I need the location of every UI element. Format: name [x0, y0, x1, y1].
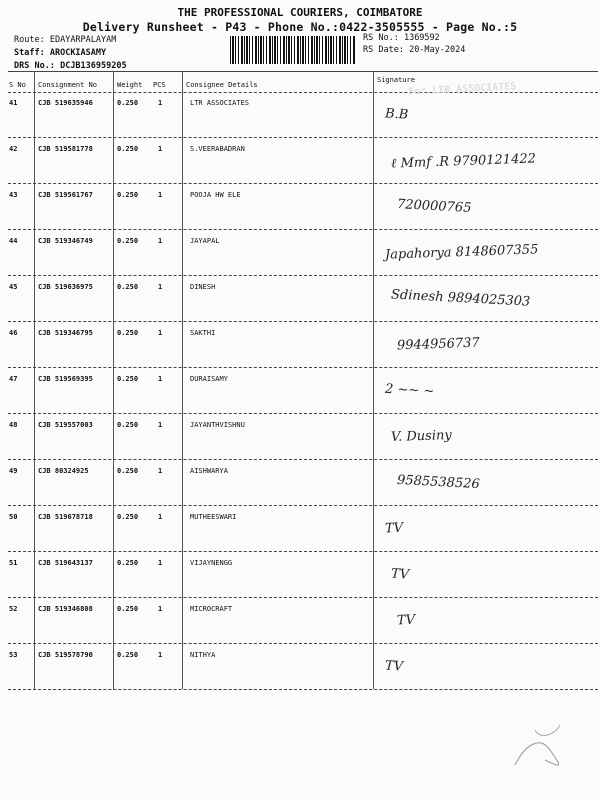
- row-divider: [8, 459, 598, 460]
- row-consignment-no: CJB 519635946: [38, 99, 93, 107]
- rs-no-label: RS No.:: [363, 33, 399, 43]
- drs-label: DRS No.:: [14, 61, 55, 71]
- row-consignment-no: CJB 519578790: [38, 651, 93, 659]
- row-consignment-no: CJB 519557003: [38, 421, 93, 429]
- row-pcs: 1: [158, 559, 163, 567]
- row-pcs: 1: [158, 375, 163, 383]
- row-signature: 2 ~~ ~: [384, 381, 435, 400]
- company-stamp: For LTR ASSOCIATES: [407, 81, 517, 98]
- row-weight: 0.250: [117, 467, 139, 475]
- row-consignee: MUTHEESWARI: [190, 513, 237, 521]
- rs-no-value: 1369592: [403, 33, 440, 43]
- col-header-pcs: PCS: [153, 81, 166, 89]
- row-consignment-no: CJB 519643137: [38, 559, 93, 567]
- barcode: [230, 36, 355, 64]
- row-sno: 50: [9, 513, 18, 521]
- row-pcs: 1: [158, 145, 163, 153]
- staff-label: Staff:: [14, 48, 45, 58]
- row-consignment-no: CJB 519346808: [38, 605, 93, 613]
- scribble-mark: [505, 715, 575, 775]
- row-divider: [8, 321, 598, 322]
- row-pcs: 1: [158, 421, 163, 429]
- row-pcs: 1: [158, 605, 163, 613]
- row-weight: 0.250: [117, 191, 139, 199]
- row-weight: 0.250: [117, 99, 139, 107]
- row-consignee: NITHYA: [190, 651, 216, 659]
- row-consignment-no: CJB 519561767: [38, 191, 93, 199]
- row-sno: 43: [9, 191, 18, 199]
- row-weight: 0.250: [117, 329, 139, 337]
- row-divider: [8, 505, 598, 506]
- row-sno: 48: [9, 421, 18, 429]
- staff-value: AROCKIASAMY: [49, 48, 107, 58]
- row-consignment-no: CJB 80324925: [38, 467, 89, 475]
- row-consignee: MICROCRAFT: [190, 605, 233, 613]
- row-weight: 0.250: [117, 237, 139, 245]
- row-signature: TV: [384, 658, 404, 675]
- row-signature: B.B: [384, 106, 409, 123]
- row-pcs: 1: [158, 467, 163, 475]
- row-weight: 0.250: [117, 375, 139, 383]
- row-consignee: VIJAYNENGG: [190, 559, 233, 567]
- col-header-weight: Weight: [117, 81, 143, 89]
- row-sno: 53: [9, 651, 18, 659]
- runsheet-subtitle: Delivery Runsheet - P43 - Phone No.:0422-3505555 - Page No.:5: [82, 20, 518, 34]
- drs-row: [14, 61, 127, 71]
- route-row: [14, 35, 116, 45]
- row-sno: 41: [9, 99, 18, 107]
- row-consignee: DURAISAMY: [190, 375, 228, 383]
- staff-row: [14, 48, 106, 58]
- row-consignee: JAYANTHVISHNU: [190, 421, 245, 429]
- table-top-border: [8, 71, 598, 72]
- row-weight: 0.250: [117, 559, 139, 567]
- row-consignment-no: CJB 519636975: [38, 283, 93, 291]
- row-signature: 9585538526: [396, 472, 481, 493]
- row-signature: Sdinesh 9894025303: [390, 287, 531, 310]
- row-sno: 52: [9, 605, 18, 613]
- rs-date-label: RS Date:: [363, 45, 404, 55]
- row-consignment-no: CJB 519346795: [38, 329, 93, 337]
- row-pcs: 1: [158, 329, 163, 337]
- row-weight: 0.250: [117, 283, 139, 291]
- row-consignee: AISHWARYA: [190, 467, 228, 475]
- row-divider: [8, 183, 598, 184]
- rs-date-row: [363, 45, 465, 55]
- row-signature: TV: [390, 566, 410, 583]
- row-divider: [8, 137, 598, 138]
- row-divider: [8, 367, 598, 368]
- row-sno: 42: [9, 145, 18, 153]
- row-consignment-no: CJB 519581778: [38, 145, 93, 153]
- row-sno: 49: [9, 467, 18, 475]
- row-divider: [8, 413, 598, 414]
- row-pcs: 1: [158, 99, 163, 107]
- row-divider: [8, 275, 598, 276]
- row-divider: [8, 229, 598, 230]
- row-pcs: 1: [158, 651, 163, 659]
- drs-value: DCJB136959205: [60, 61, 127, 71]
- table-bottom-border: [8, 689, 598, 690]
- page-title: THE PROFESSIONAL COURIERS, COIMBATORE: [177, 6, 423, 19]
- row-sno: 51: [9, 559, 18, 567]
- row-signature: Japahorya 8148607355: [384, 242, 539, 263]
- row-signature: TV: [384, 520, 404, 537]
- row-consignment-no: CJB 519678718: [38, 513, 93, 521]
- row-consignment-no: CJB 519346749: [38, 237, 93, 245]
- row-signature: 720000765: [396, 197, 472, 216]
- row-sno: 46: [9, 329, 18, 337]
- row-consignee: SAKTHI: [190, 329, 216, 337]
- row-weight: 0.250: [117, 145, 139, 153]
- row-weight: 0.250: [117, 513, 139, 521]
- row-consignment-no: CJB 519569395: [38, 375, 93, 383]
- row-weight: 0.250: [117, 651, 139, 659]
- col-header-signature: Signature: [377, 76, 415, 84]
- row-divider: [8, 551, 598, 552]
- rs-no-row: [363, 33, 440, 43]
- row-weight: 0.250: [117, 421, 139, 429]
- row-divider: [8, 597, 598, 598]
- row-sno: 44: [9, 237, 18, 245]
- row-sno: 45: [9, 283, 18, 291]
- row-consignee: POOJA HW ELE: [190, 191, 241, 199]
- col-header-consignment: Consignment No: [38, 81, 98, 89]
- row-pcs: 1: [158, 283, 163, 291]
- col-header-consignee: Consignee Details: [186, 81, 258, 89]
- row-pcs: 1: [158, 513, 163, 521]
- row-weight: 0.250: [117, 605, 139, 613]
- row-pcs: 1: [158, 191, 163, 199]
- route-value: EDAYARPALAYAM: [49, 35, 117, 45]
- row-signature: 9944956737: [396, 335, 480, 354]
- row-signature: ℓ Mmf .R 9790121422: [390, 151, 537, 172]
- route-label: Route:: [14, 35, 45, 45]
- row-sno: 47: [9, 375, 18, 383]
- row-consignee: S.VEERABADRAN: [190, 145, 245, 153]
- row-consignee: DINESH: [190, 283, 216, 291]
- row-signature: V. Dusiny: [390, 427, 452, 446]
- row-pcs: 1: [158, 237, 163, 245]
- col-header-sno: S No: [9, 81, 26, 89]
- row-signature: TV: [396, 612, 416, 629]
- row-consignee: JAYAPAL: [190, 237, 220, 245]
- row-divider: [8, 643, 598, 644]
- row-consignee: LTR ASSOCIATES: [190, 99, 250, 107]
- rs-date-value: 20-May-2024: [409, 45, 466, 55]
